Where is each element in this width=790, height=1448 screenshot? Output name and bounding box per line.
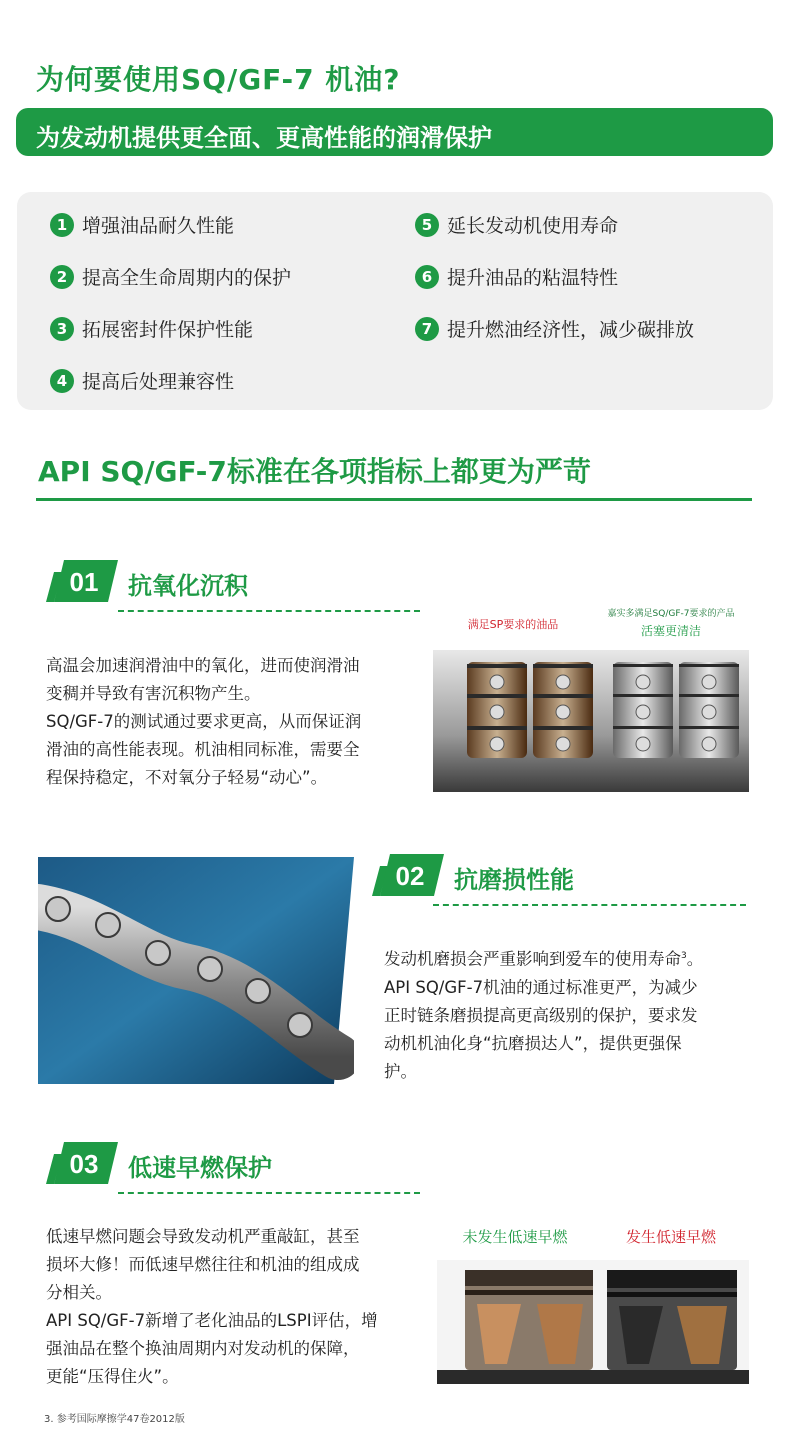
text-line: 强油品在整个换油周期内对发动机的保障，: [46, 1339, 360, 1358]
benefit-text: 增强油品耐久性能: [82, 215, 235, 237]
piston-comparison-image: [433, 600, 749, 792]
section-divider: [36, 498, 752, 501]
feature-description: [384, 942, 764, 1086]
feature-title: 抗磨损性能: [454, 866, 574, 894]
benefit-item: [50, 263, 291, 290]
subtitle-text: 为发动机提供更全面、更高性能的润滑保护: [36, 124, 492, 152]
text-line: 低速早燃问题会导致发动机严重敲缸，甚至: [46, 1227, 360, 1246]
feature-number: 03: [69, 1149, 99, 1179]
benefit-item: [50, 211, 234, 238]
number-badge: 1: [50, 213, 74, 237]
image-label-lspi: 发生低速早燃: [625, 1228, 716, 1246]
image-label-no-lspi: 未发生低速早燃: [462, 1228, 568, 1246]
benefit-text: 提升燃油经济性，减少碳排放: [447, 319, 695, 341]
benefit-text: 提升油品的粘温特性: [447, 267, 619, 289]
burned-pistons-illustration: [437, 1260, 749, 1384]
text-line: 动机机油化身“抗磨损达人”，提供更强保: [384, 1033, 682, 1053]
section-title: API SQ/GF-7标准在各项指标上都更为严苛: [38, 455, 591, 488]
feature-description: [46, 652, 426, 792]
text-line: [384, 942, 764, 974]
text-line: 变稠并导致有害沉积物产生。: [46, 684, 261, 703]
number-badge: 2: [50, 265, 74, 289]
feature-number-badge-02: [370, 852, 444, 896]
feature-title: 低速早燃保护: [128, 1154, 272, 1182]
benefit-text: 提高全生命周期内的保护: [82, 267, 292, 289]
timing-chain-image: [38, 857, 354, 1084]
text-line: 损坏大修！而低速早燃往往和机油的组成成: [46, 1255, 360, 1274]
benefit-text: 延长发动机使用寿命: [447, 215, 619, 237]
lspi-comparison-image: [437, 1212, 749, 1384]
page-title: 为何要使用SQ/GF-7 机油?: [36, 63, 401, 96]
benefit-item: [50, 367, 234, 394]
feature-number: 02: [395, 861, 425, 891]
feature-title: 抗氧化沉积: [128, 572, 248, 600]
text-line: 正时链条磨损提高更高级别的保护，要求发: [384, 1005, 698, 1025]
benefit-item: [415, 315, 694, 342]
feature-description: [46, 1223, 426, 1391]
benefit-item: [50, 315, 253, 342]
text-line: API SQ/GF-7新增了老化油品的LSPI评估，增: [46, 1311, 378, 1330]
text-line: API SQ/GF-7机油的通过标准更严，为减少: [384, 977, 698, 997]
number-badge: 6: [415, 265, 439, 289]
text-line: 更能“压得住火”。: [46, 1367, 179, 1386]
benefit-item: [415, 211, 618, 238]
text-line: SQ/GF-7的测试通过要求更高，从而保证润: [46, 712, 362, 731]
number-badge: 3: [50, 317, 74, 341]
dashed-divider: [118, 1192, 420, 1194]
image-label-cleaner: 活塞更清洁: [640, 624, 701, 638]
text-segment: 发动机磨损会严重影响到爱车的使用寿命: [384, 949, 681, 969]
feature-number-badge-03: [44, 1140, 118, 1184]
text-line: 护。: [384, 1061, 417, 1081]
feature-number: 01: [69, 567, 99, 597]
piston-rings-illustration: [433, 650, 749, 792]
text-line: 程保持稳定，不对氧分子轻易“动心”。: [46, 768, 328, 787]
image-label-sp: 满足SP要求的油品: [467, 618, 559, 631]
benefit-item: [415, 263, 618, 290]
benefit-text: 提高后处理兼容性: [82, 371, 235, 393]
text-line: 高温会加速润滑油中的氧化，进而使润滑油: [46, 656, 360, 675]
number-badge: 7: [415, 317, 439, 341]
dashed-divider: [433, 904, 746, 906]
footnote: 3. 参考国际摩擦学47卷2012版: [44, 1414, 185, 1425]
number-badge: 5: [415, 213, 439, 237]
feature-number-badge-01: [44, 558, 118, 602]
footnote-ref: 3: [681, 951, 687, 961]
dashed-divider: [118, 610, 420, 612]
number-badge: 4: [50, 369, 74, 393]
image-label-gf7: 嘉实多满足SQ/GF-7要求的产品: [607, 609, 735, 619]
benefit-text: 拓展密封件保护性能: [82, 319, 254, 341]
text-segment: 。: [686, 949, 704, 969]
text-line: 滑油的高性能表现。机油相同标准，需要全: [46, 740, 360, 759]
text-line: 分相关。: [46, 1283, 112, 1302]
